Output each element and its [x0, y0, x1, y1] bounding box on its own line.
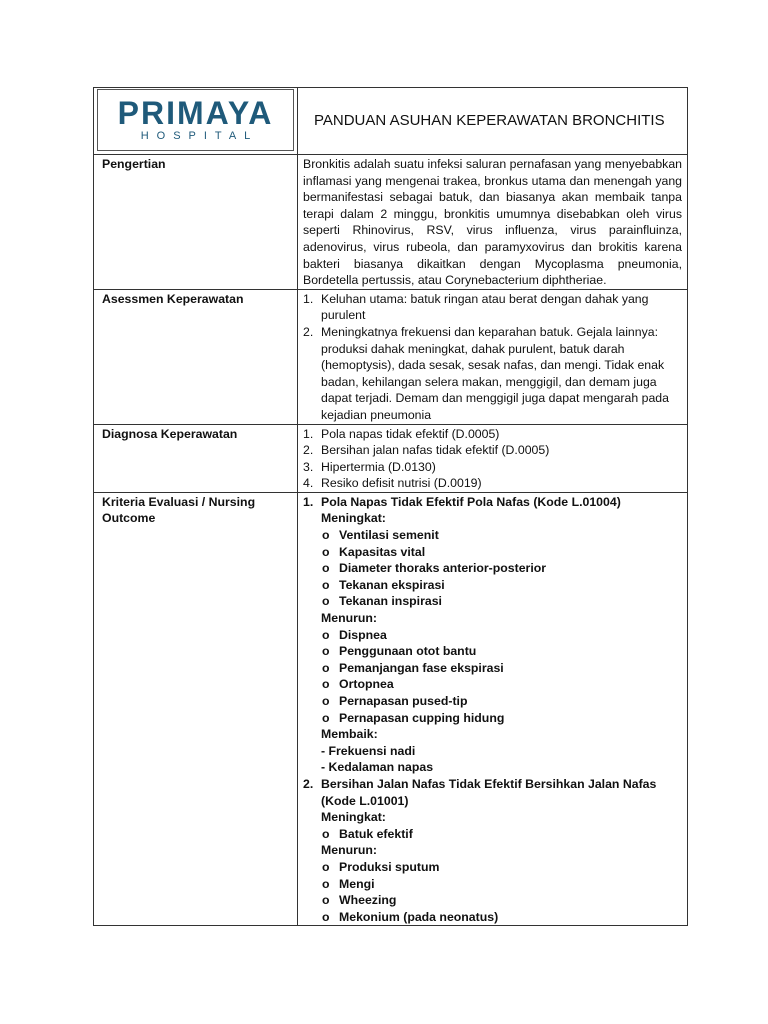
list-item: o Mekonium (pada neonatus) — [321, 909, 682, 926]
list-item: o Kapasitas vital — [321, 544, 682, 561]
outcome-title: Bersihan Jalan Nafas Tidak Efektif Bersihkan Jalan Nafas (Kode L.01001) — [321, 776, 657, 808]
label-diagnosa: Diagnosa Keperawatan — [94, 424, 298, 492]
label-pengertian: Pengertian — [94, 155, 298, 290]
list-item: o Diameter thoraks anterior-posterior — [321, 560, 682, 577]
list-item: o Dispnea — [321, 627, 682, 644]
list-item: o Pemanjangan fase ekspirasi — [321, 660, 682, 677]
menurun-list — [321, 859, 682, 925]
list-item: Resiko defisit nutrisi (D.0019) — [321, 476, 482, 491]
label-kriteria-line2: Outcome — [102, 511, 156, 526]
list-item: o Wheezing — [321, 892, 682, 909]
meningkat-list — [321, 826, 682, 843]
list-item: o Ortopnea — [321, 676, 682, 693]
diagnosa-list — [303, 426, 682, 492]
menurun-heading: Menurun: — [321, 843, 378, 858]
row-pengertian — [94, 155, 688, 290]
header-row — [94, 88, 688, 155]
asesmen-content — [298, 289, 688, 424]
row-kriteria — [94, 492, 688, 925]
outcome-title: Pola Napas Tidak Efektif Pola Nafas (Kode L.01004) — [321, 494, 621, 509]
list-item: Hipertermia (D.0130) — [321, 459, 436, 474]
label-kriteria-line1: Kriteria Evaluasi / Nursing — [102, 494, 256, 509]
list-item: o Mengi — [321, 876, 682, 893]
outcome-item-1 — [303, 494, 682, 776]
list-item: - Kedalaman napas — [321, 760, 434, 775]
label-kriteria — [94, 492, 298, 925]
menurun-heading: Menurun: — [321, 611, 378, 626]
list-item: Bersihan jalan nafas tidak efektif (D.0005) — [321, 443, 550, 458]
list-item: Keluhan utama: batuk ringan atau berat dengan dahak yang purulent — [321, 291, 649, 323]
meningkat-heading: Meningkat: — [321, 810, 386, 825]
list-item: o Penggunaan otot bantu — [321, 643, 682, 660]
list-item: o Ventilasi semenit — [321, 527, 682, 544]
meningkat-heading: Meningkat: — [321, 511, 386, 526]
diagnosa-content — [298, 424, 688, 492]
primaya-logo — [97, 89, 294, 151]
outcome-list — [303, 494, 682, 925]
logo-subtitle: HOSPITAL — [140, 130, 259, 142]
list-item: o Tekanan inspirasi — [321, 593, 682, 610]
menurun-list — [321, 627, 682, 727]
meningkat-list — [321, 527, 682, 610]
logo-wordmark: PRIMAYA — [117, 95, 274, 131]
list-item: Meningkatnya frekuensi dan keparahan batuk. Gejala lainnya: produksi dahak meningkat, dahak purulent, batuk darah (hemoptysis), dada sesak, sesak nafas, dan mengi. Tidak enak badan, kehilangan selera makan, menggigil, dan demam juga dapat terjadi. Demam dan menggigil juga dapat mengarah pada kejadian pneumonia — [321, 324, 669, 422]
outcome-item-2 — [303, 776, 682, 925]
label-asesmen: Asessmen Keperawatan — [94, 289, 298, 424]
list-item: o Batuk efektif — [321, 826, 682, 843]
asesmen-list — [303, 291, 682, 424]
kriteria-content — [298, 492, 688, 925]
membaik-heading: Membaik: — [321, 727, 378, 742]
list-item: o Pernapasan pused-tip — [321, 693, 682, 710]
care-guide-table — [93, 87, 688, 926]
pengertian-text: Bronkitis adalah suatu infeksi saluran pernafasan yang menyebabkan inflamasi yang mengenai trakea, bronkus utama dan menengah yang bermanifestasi sebagai batuk, dan biasanya akan membaik tanpa terapi dalam 2 minggu, bronkitis umumnya disebabkan oleh virus seperti Rhinovirus, RSV, virus influenza, virus parainfluinza, adenovirus, virus rubeola, dan paramyxovirus dan brokitis karena bakteri biasanya dikaitkan dengan Mycoplasma pneumonia, Bordetella pertussis, atau Corynebacterium diphtheriae. — [298, 155, 688, 290]
document-title: PANDUAN ASUHAN KEPERAWATAN BRONCHITIS — [298, 88, 688, 155]
row-asesmen — [94, 289, 688, 424]
list-item: - Frekuensi nadi — [321, 743, 416, 758]
list-item: o Produksi sputum — [321, 859, 682, 876]
list-item: o Tekanan ekspirasi — [321, 577, 682, 594]
list-item: o Pernapasan cupping hidung — [321, 710, 682, 727]
list-item: Pola napas tidak efektif (D.0005) — [321, 426, 500, 441]
logo-cell — [94, 88, 298, 155]
row-diagnosa — [94, 424, 688, 492]
